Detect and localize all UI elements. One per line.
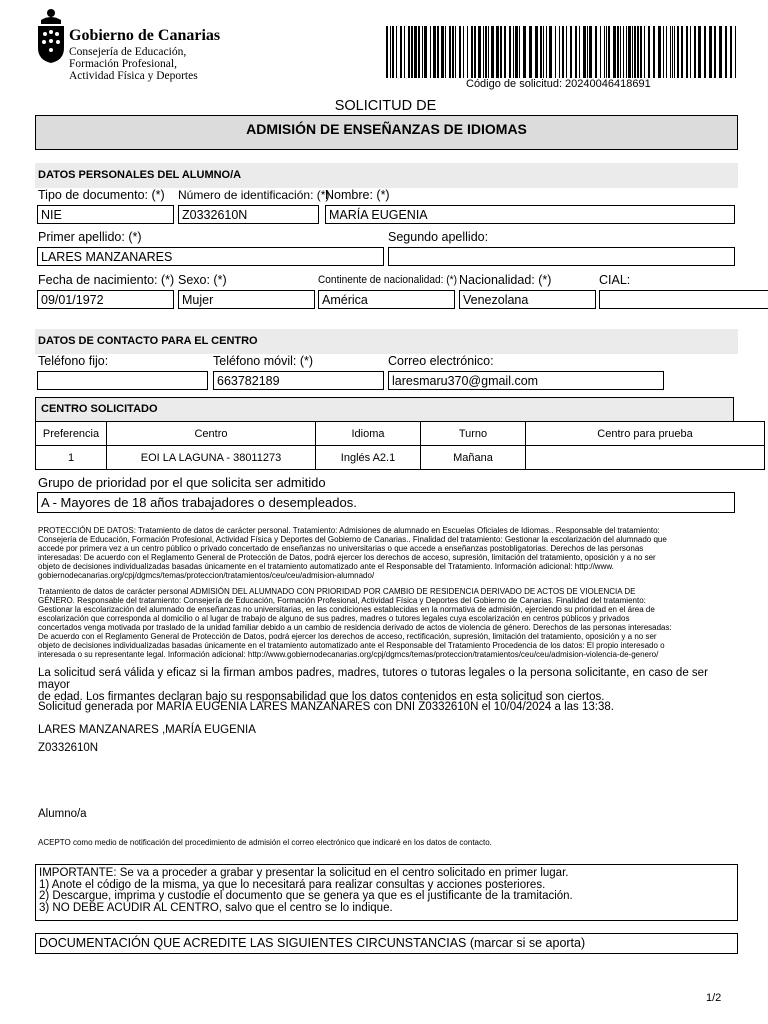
fecha-nacimiento-field[interactable]: 09/01/1972 xyxy=(37,290,174,309)
validez-text: La solicitud será válida y eficaz si la firman ambos padres, madres, tutores o tutoras legales o la persona solicitante, en caso de ser mayor de edad. Los firmantes declaran bajo su responsabilidad que los datos contenidos en esta solicitud son ciertos. xyxy=(38,667,708,703)
solicitud-generada: Solicitud generada por MARÍA EUGENIA LARES MANZANARES con DNI Z0332610N el 10/04/2024 a las 13:38. xyxy=(38,701,614,713)
continente-field[interactable]: América xyxy=(318,290,455,309)
numero-identificacion-field[interactable]: Z0332610N xyxy=(178,205,319,224)
section-centro-solicitado: CENTRO SOLICITADO xyxy=(35,397,734,421)
firmante-dni: Z0332610N xyxy=(38,742,99,754)
sexo-field[interactable]: Mujer xyxy=(178,290,315,309)
table-cell: EOI LA LAGUNA - 38011273 xyxy=(107,446,316,470)
column-header: Centro para prueba xyxy=(526,422,765,446)
prioridad-label: Grupo de prioridad por el que solicita ser admitido xyxy=(38,475,326,490)
nacionalidad-field[interactable]: Venezolana xyxy=(459,290,596,309)
firmante-nombre: LARES MANZANARES ,MARÍA EUGENIA xyxy=(38,724,256,736)
nombre-label: Nombre: (*) xyxy=(325,188,390,202)
telefono-fijo-field[interactable] xyxy=(37,371,208,390)
cial-field[interactable] xyxy=(599,290,768,309)
segundo-apellido-field[interactable] xyxy=(388,247,735,266)
numero-identificacion-label: Número de identificación: (*) xyxy=(178,188,330,202)
table-cell xyxy=(526,446,765,470)
section-datos-personales: DATOS PERSONALES DEL ALUMNO/A xyxy=(35,163,738,188)
column-header: Preferencia xyxy=(36,422,107,446)
org-name: Gobierno de Canarias xyxy=(69,27,221,44)
dept-line-2: Formación Profesional, xyxy=(69,58,177,70)
column-header: Turno xyxy=(421,422,526,446)
fecha-nacimiento-label: Fecha de nacimiento: (*) xyxy=(38,273,175,287)
primer-apellido-label: Primer apellido: (*) xyxy=(38,230,142,244)
codigo-solicitud: Código de solicitud: 20240046418691 xyxy=(466,78,651,90)
tipo-documento-field[interactable]: NIE xyxy=(37,205,174,224)
section-datos-contacto: DATOS DE CONTACTO PARA EL CENTRO xyxy=(35,329,738,354)
coat-of-arms-logo xyxy=(35,8,67,64)
proteccion-datos-text: PROTECCIÓN DE DATOS: Tratamiento de datos de carácter personal. Tratamiento: Admisiones de alumnado en Escuelas Oficiales de Idiomas.. Responsable del tratamiento: Consejería de Educación, Formación Profesional, Actividad Física y Deportes del Gobierno de Canarias.. Finalidad del tratamiento: Gestionar la escolarización del alumnado que accede por primera vez a un centro público o privado concertado de enseñanzas no universitarias o que accede a enseñanzas postobligatorias. Derechos de las personas interesadas: De acuerdo con el Reglamento General de Protección de Datos, podrá ejercer los derechos de acceso, supresión, limitación del tratamiento, oposición y a no ser objeto de decisiones individualizadas basadas únicamente en el tratamiento automatizado ante el Responsable del Tratamiento. Información adicional: http://www. gobiernodecanarias.org/cpj/dgmcs/temas/proteccion/tratamientos/ceu/ceu/admision-alumnado/ xyxy=(38,526,667,580)
table-cell: Inglés A2.1 xyxy=(316,446,421,470)
primer-apellido-field[interactable]: LARES MANZANARES xyxy=(37,247,384,266)
documentacion-box: DOCUMENTACIÓN QUE ACREDITE LAS SIGUIENTES CIRCUNSTANCIAS (marcar si se aporta) xyxy=(35,933,738,954)
tipo-documento-label: Tipo de documento: (*) xyxy=(38,188,165,202)
title-line-1: SOLICITUD DE xyxy=(334,98,437,114)
column-header: Idioma xyxy=(316,422,421,446)
correo-field[interactable]: laresmaru370@gmail.com xyxy=(388,371,664,390)
dept-line-1: Consejería de Educación, xyxy=(69,46,187,58)
cial-label: CIAL: xyxy=(599,273,631,287)
proteccion-violencia-text: Tratamiento de datos de carácter personal ADMISIÓN DEL ALUMNADO CON PRIORIDAD POR CAMBIO DE RESIDENCIA DERIVADO DE ACTOS DE VIOLENCIA DE GÉNERO. Responsable del tratamiento: Consejería de Educación, Formación Profesional, Actividad Física y Deportes del Gobierno de Canarias. Finalidad del tratamiento: Gestionar la escolarización del alumnado de enseñanzas no universitarias, en las condiciones establecidas en la normativa de admisión, ejerciendo su prioridad en el área de escolarización que corresponda al domicilio o al lugar de trabajo de alguno de sus padres, madres o tutores legales cuya escolarización en centros públicos y privados concertados venga motivada por traslado de la unidad familiar debido a un cambio de residencia derivado de actos de violencia de género. Derechos de las personas interesadas: De acuerdo con el Reglamento General de Protección de Datos, podrá ejercer los derechos de acceso, rectificación, supresión, limitación del tratamiento, oposición y a no ser objeto de decisiones individualizadas basadas únicamente en el tratamiento automatizado ante el Responsable del Tratamiento Procedencia de los datos: El propio interesado o interesada o su representante legal. Información adicional: http://www.gobiernodecanarias.org/cpj/dgmcs/temas/proteccion/tratamientos/ceu/ceu/admision-violencia-de-genero/ xyxy=(38,587,672,659)
sexo-label: Sexo: (*) xyxy=(178,273,227,287)
alumno-signature-label: Alumno/a xyxy=(38,808,87,820)
dept-line-3: Actividad Física y Deportes xyxy=(69,70,198,82)
telefono-fijo-label: Teléfono fijo: xyxy=(38,354,109,368)
table-header-row xyxy=(36,422,765,446)
prioridad-field[interactable]: A - Mayores de 18 años trabajadores o desempleados. xyxy=(37,492,735,513)
acepto-notificacion: ACEPTO como medio de notificación del procedimiento de admisión el correo electrónico que indicaré en los datos de contacto. xyxy=(38,838,492,847)
barcode xyxy=(386,26,736,78)
title-line-2: ADMISIÓN DE ENSEÑANZAS DE IDIOMAS xyxy=(246,121,527,137)
importante-text: IMPORTANTE: Se va a proceder a grabar y presentar la solicitud en el centro solicitado en primer lugar. 1) Anote el código de la misma, ya que lo necesitará para realizar consultas y acciones posteriores. 2) Descargue, imprima y custodie el documento que se genera ya que es el justificante de la tramitación. 3) NO DEBE ACUDIR AL CENTRO, salvo que el centro se lo indique. xyxy=(39,867,573,914)
table-cell: Mañana xyxy=(421,446,526,470)
column-header: Centro xyxy=(107,422,316,446)
page-number: 1/2 xyxy=(706,992,722,1004)
table-row xyxy=(36,446,765,470)
table-cell: 1 xyxy=(36,446,107,470)
segundo-apellido-label: Segundo apellido: xyxy=(388,230,489,244)
telefono-movil-label: Teléfono móvil: (*) xyxy=(213,354,314,368)
correo-label: Correo electrónico: xyxy=(388,354,494,368)
nacionalidad-label: Nacionalidad: (*) xyxy=(459,273,552,287)
nombre-field[interactable]: MARÍA EUGENIA xyxy=(325,205,735,224)
centro-table xyxy=(35,421,765,470)
telefono-movil-field[interactable]: 663782189 xyxy=(213,371,384,390)
continente-label: Continente de nacionalidad: (*) xyxy=(318,274,457,286)
